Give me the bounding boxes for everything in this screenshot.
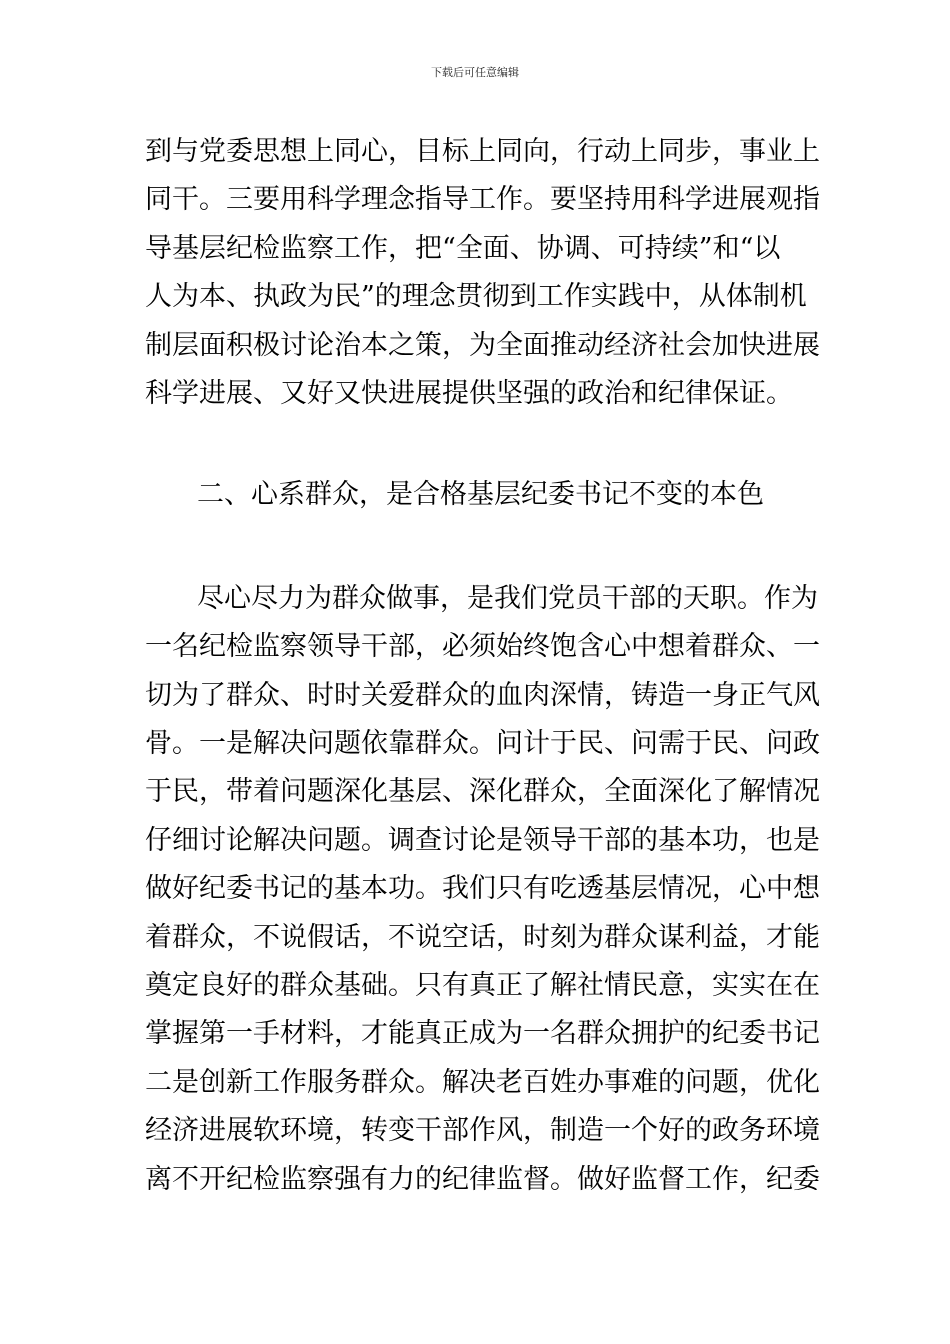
text-line: 一名纪检监察领导干部，必须始终饱含心中想着群众、一 xyxy=(145,631,820,662)
text-line: 切为了群众、时时关爱群众的血肉深情，铸造一身正气风 xyxy=(145,680,820,711)
text-line: 制层面积极讨论治本之策，为全面推动经济社会加快进展 xyxy=(145,330,820,361)
text-line: 离不开纪检监察强有力的纪律监督。做好监督工作，纪委 xyxy=(145,1164,820,1195)
text-line: 着群众，不说假话，不说空话，时刻为群众谋利益，才能 xyxy=(145,922,820,953)
text-line: 仔细讨论解决问题。调查讨论是领导干部的基本功，也是 xyxy=(145,825,820,856)
text-line: 骨。一是解决问题依靠群众。问计于民、问需于民、问政 xyxy=(145,728,820,759)
text-line: 奠定良好的群众基础。只有真正了解社情民意，实实在在 xyxy=(145,970,820,1001)
section-heading: 二、心系群众，是合格基层纪委书记不变的本色 xyxy=(197,479,764,510)
text-line: 二是创新工作服务群众。解决老百姓办事难的问题，优化 xyxy=(145,1067,820,1098)
text-line: 于民，带着问题深化基层、深化群众，全面深化了解情况 xyxy=(145,776,820,807)
text-line: 尽心尽力为群众做事，是我们党员干部的天职。作为 xyxy=(197,583,818,614)
text-line: 到与党委思想上同心，目标上同向，行动上同步，事业上 xyxy=(145,136,820,167)
text-line: 同干。三要用科学理念指导工作。要坚持用科学进展观指 xyxy=(145,184,820,215)
text-line: 经济进展软环境，转变干部作风，制造一个好的政务环境 xyxy=(145,1115,820,1146)
text-line: 做好纪委书记的基本功。我们只有吃透基层情况，心中想 xyxy=(145,873,820,904)
text-line: 科学进展、又好又快进展提供坚强的政治和纪律保证。 xyxy=(145,378,793,409)
text-line: 导基层纪检监察工作，把“全面、协调、可持续”和“以 xyxy=(145,233,781,264)
text-line: 人为本、执政为民”的理念贯彻到工作实践中，从体制机 xyxy=(145,281,807,312)
page-header-note: 下载后可任意编辑 xyxy=(431,66,519,79)
text-line: 掌握第一手材料，才能真正成为一名群众拥护的纪委书记 xyxy=(145,1018,820,1049)
